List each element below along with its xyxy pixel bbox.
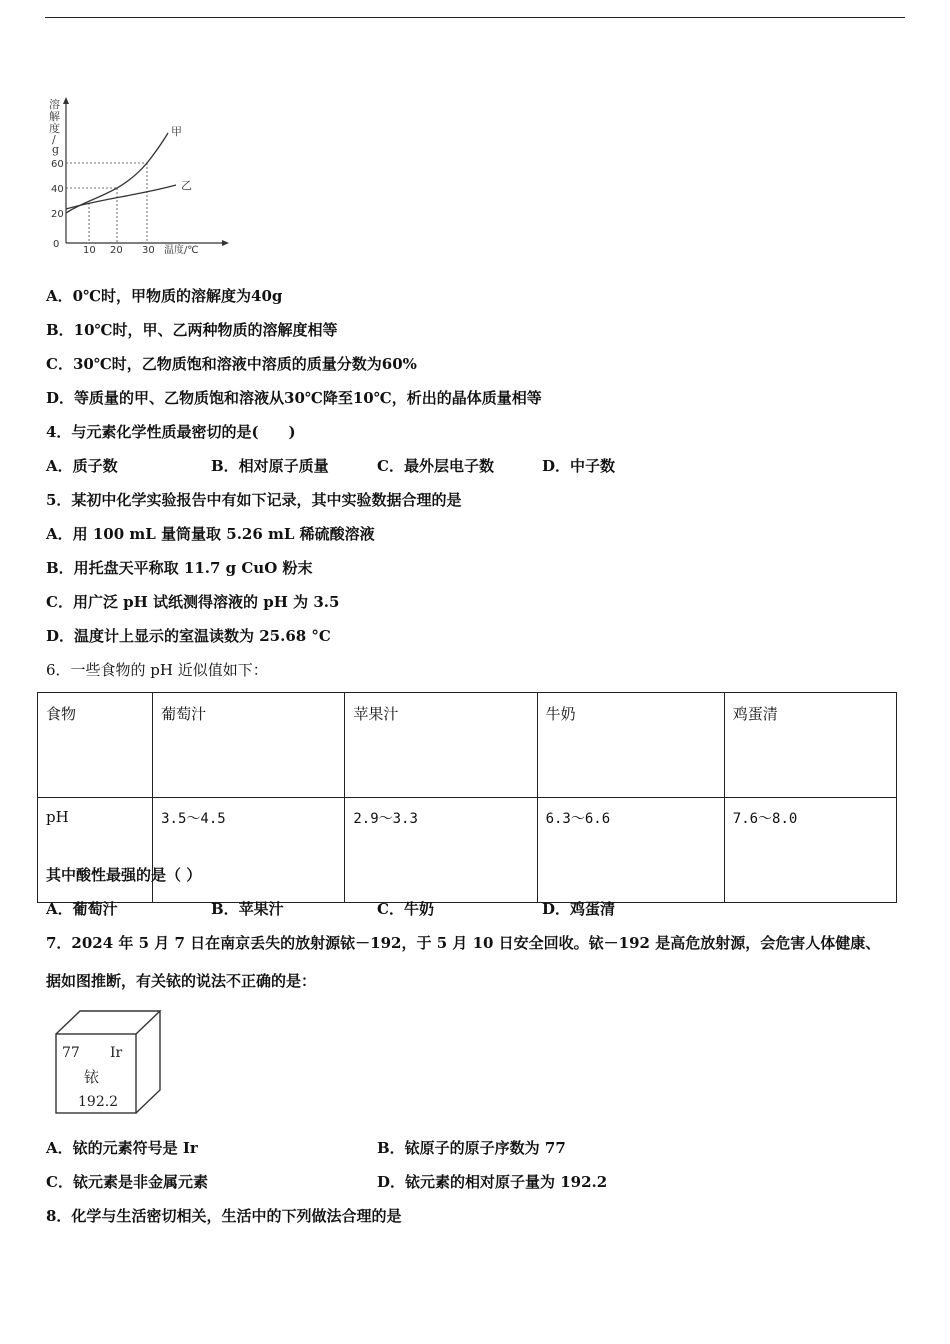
header-rule (45, 17, 905, 18)
ytick-0: 0 (53, 239, 60, 250)
ytick-40: 40 (51, 184, 64, 195)
table-row (38, 798, 897, 903)
ytick-60: 60 (51, 159, 64, 170)
q7-stem-line1: 7．2024 年 5 月 7 日在南京丢失的放射源铱－192，于 5 月 10 日安全回收。铱－192 是高危放射源，会危害人体健康、 (46, 934, 881, 952)
element-symbol: Ir (110, 1045, 123, 1061)
q7-option-d: D．铱元素的相对原子量为 192.2 (377, 1173, 608, 1191)
element-cell-side (136, 1011, 160, 1113)
q5-option-b: B．用托盘天平称取 11.7 g CuO 粉末 (46, 559, 313, 577)
ytick-20: 20 (51, 209, 64, 220)
element-name: 铱 (84, 1068, 100, 1086)
q4-option-d: D．中子数 (542, 457, 616, 475)
x-axis-arrow-icon (222, 240, 229, 246)
table-cell: pH (38, 798, 153, 903)
curve-jia-label: 甲 (171, 125, 182, 138)
q7-option-b: B．铱原子的原子序数为 77 (377, 1139, 566, 1157)
q3-option-a: A．0℃时，甲物质的溶解度为40g (46, 287, 283, 305)
curve-yi-label: 乙 (181, 179, 192, 192)
graph-ylabel-2: 解 (49, 110, 60, 123)
q6-option-b: B．苹果汁 (211, 900, 284, 918)
q5-stem: 5．某初中化学实验报告中有如下记录，其中实验数据合理的是 (46, 491, 462, 509)
q6-option-a: A．葡萄汁 (46, 900, 118, 918)
q4-stem: 4．与元素化学性质最密切的是( ) (46, 423, 296, 441)
q6-option-c: C．牛奶 (377, 900, 434, 918)
table-cell: 7.6～8.0 (724, 798, 896, 903)
y-axis-arrow-icon (63, 97, 69, 104)
q5-option-c: C．用广泛 pH 试纸测得溶液的 pH 为 3.5 (46, 593, 340, 611)
curve-yi (66, 185, 176, 209)
element-mass: 192.2 (78, 1094, 119, 1110)
q8-stem: 8．化学与生活密切相关，生活中的下列做法合理的是 (46, 1207, 402, 1225)
q4-option-a: A．质子数 (46, 457, 118, 475)
q6-stem: 6．一些食物的 pH 近似值如下： (46, 661, 268, 679)
q7-option-c: C．铱元素是非金属元素 (46, 1173, 208, 1191)
q3-option-b: B．10℃时，甲、乙两种物质的溶解度相等 (46, 321, 338, 339)
xtick-30: 30 (142, 245, 155, 256)
q6-question: 其中酸性最强的是（ ） (46, 866, 202, 884)
q7-option-a: A．铱的元素符号是 Ir (46, 1139, 198, 1157)
table-cell: 葡萄汁 (153, 693, 345, 798)
table-cell: 2.9～3.3 (345, 798, 537, 903)
q6-option-d: D．鸡蛋清 (542, 900, 616, 918)
graph-ylabel-4: / (52, 133, 56, 146)
q7-stem-line2: 据如图推断，有关铱的说法不正确的是： (46, 972, 317, 990)
q5-option-d: D．温度计上显示的室温读数为 25.68 °C (46, 627, 331, 645)
solubility-graph (40, 95, 240, 257)
table-cell: 食物 (38, 693, 153, 798)
xtick-20: 20 (110, 245, 123, 256)
table-cell: 3.5～4.5 (153, 798, 345, 903)
graph-ylabel-1: 溶 (49, 98, 60, 111)
table-cell: 苹果汁 (345, 693, 537, 798)
q3-option-d: D．等质量的甲、乙物质饱和溶液从30℃降至10℃，析出的晶体质量相等 (46, 389, 542, 407)
xlabel: 温度/℃ (164, 245, 199, 256)
table-row (38, 693, 897, 798)
q5-option-a: A．用 100 mL 量筒量取 5.26 mL 稀硫酸溶液 (46, 525, 375, 543)
q4-option-b: B．相对原子质量 (211, 457, 329, 475)
element-cell-iridium (50, 1008, 165, 1118)
xtick-10: 10 (83, 245, 96, 256)
table-cell: 6.3～6.6 (537, 798, 724, 903)
graph-ylabel-5: g (52, 143, 60, 156)
table-cell: 牛奶 (537, 693, 724, 798)
element-number: 77 (62, 1045, 80, 1061)
q4-option-c: C．最外层电子数 (377, 457, 494, 475)
graph-ylabel-3: 度 (49, 122, 60, 135)
q3-option-c: C．30℃时，乙物质饱和溶液中溶质的质量分数为60% (46, 355, 417, 373)
element-cell-top (56, 1011, 160, 1034)
table-cell: 鸡蛋清 (724, 693, 896, 798)
